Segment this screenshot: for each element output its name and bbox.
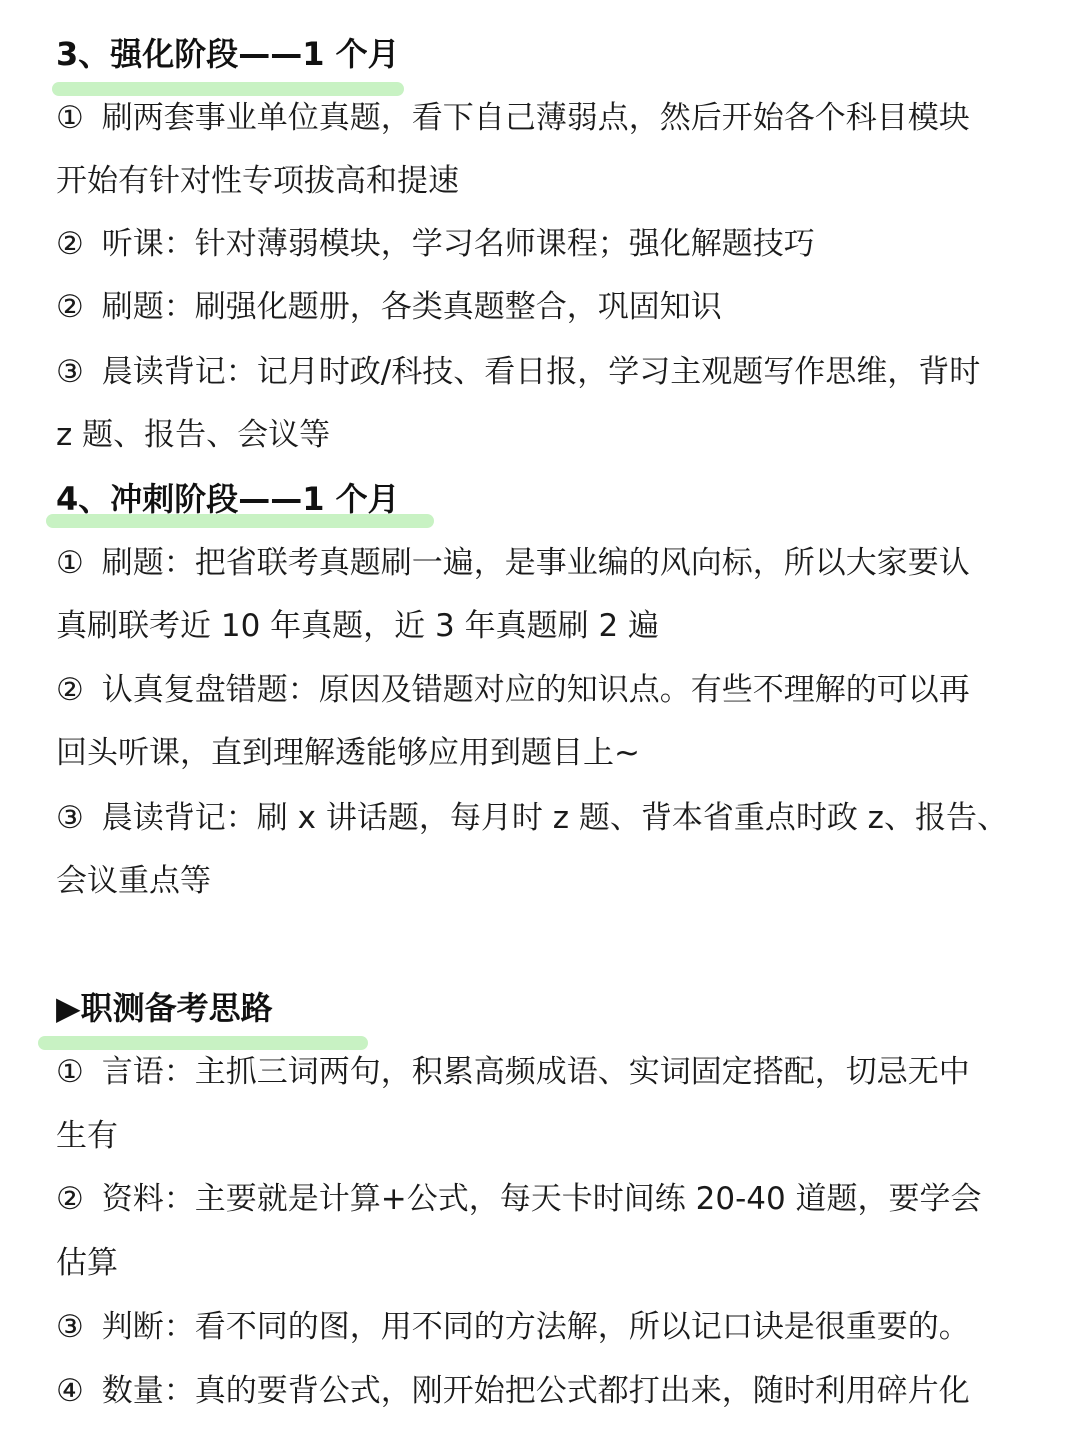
list-item	[56, 1114, 1036, 1158]
list-item-text: 晨读背记：刷 x 讲话题，每月时 z 题、背本省重点时政 z、报告、	[101, 800, 1008, 836]
list-item-text: 刷题：刷强化题册，各类真题整合，巩固知识	[101, 289, 722, 325]
section-heading-3	[56, 32, 400, 76]
section-heading-5	[56, 986, 273, 1030]
list-item-text: 回头听课，直到理解透能够应用到题目上~	[56, 735, 640, 771]
list-marker: ④	[56, 1373, 84, 1409]
list-item-text: z 题、报告、会议等	[56, 417, 331, 453]
list-item	[56, 859, 1036, 903]
heading-highlight	[52, 82, 404, 96]
list-item-text: 资料：主要就是计算+公式，每天卡时间练 20-40 道题，要学会	[101, 1181, 982, 1217]
list-marker: ①	[56, 545, 84, 581]
list-marker: ③	[56, 354, 84, 390]
list-item	[56, 731, 1036, 775]
list-marker: ②	[56, 1181, 84, 1217]
list-marker: ①	[56, 1054, 84, 1090]
list-marker: ①	[56, 100, 84, 136]
list-item	[56, 796, 1036, 840]
list-item	[56, 1050, 1036, 1094]
list-item	[56, 222, 1036, 266]
list-item	[56, 1369, 1036, 1413]
list-item	[56, 604, 1036, 648]
list-item-text: 认真复盘错题：原因及错题对应的知识点。有些不理解的可以再	[101, 672, 970, 708]
section-heading-4	[56, 477, 400, 521]
list-item-text: 会议重点等	[56, 863, 211, 899]
section-heading-3-text: 3、强化阶段——1 个月	[56, 35, 400, 73]
list-item	[56, 413, 1036, 457]
heading-highlight	[38, 1036, 368, 1050]
list-item-text: 晨读背记：记月时政/科技、看日报，学习主观题写作思维，背时	[101, 354, 981, 390]
list-item	[56, 541, 1036, 585]
list-marker: ②	[56, 226, 84, 262]
list-marker: ③	[56, 800, 84, 836]
list-item-text: 开始有针对性专项拔高和提速	[56, 163, 459, 199]
list-item	[56, 1177, 1036, 1221]
section-heading-5-text: ▶职测备考思路	[56, 989, 273, 1027]
list-item-text: 言语：主抓三词两句，积累高频成语、实词固定搭配，切忌无中	[101, 1054, 970, 1090]
list-item	[56, 159, 1036, 203]
list-item-text: 听课：针对薄弱模块，学习名师课程；强化解题技巧	[101, 226, 815, 262]
list-item-text: 判断：看不同的图，用不同的方法解，所以记口诀是很重要的。	[101, 1309, 970, 1345]
list-item	[56, 1305, 1036, 1349]
list-item	[56, 285, 1036, 329]
list-item-text: 生有	[56, 1118, 118, 1154]
list-item	[56, 1241, 1036, 1285]
list-item-text: 刷两套事业单位真题，看下自己薄弱点，然后开始各个科目模块	[101, 100, 970, 136]
list-item-text: 数量：真的要背公式，刚开始把公式都打出来，随时利用碎片化	[101, 1373, 970, 1409]
list-item	[56, 350, 1036, 394]
list-item-text: 估算	[56, 1245, 118, 1281]
list-item-text: 刷题：把省联考真题刷一遍，是事业编的风向标，所以大家要认	[101, 545, 970, 581]
list-marker: ②	[56, 289, 84, 325]
list-marker: ②	[56, 672, 84, 708]
list-marker: ③	[56, 1309, 84, 1345]
list-item	[56, 96, 1036, 140]
section-heading-4-text: 4、冲刺阶段——1 个月	[56, 480, 400, 518]
list-item	[56, 668, 1036, 712]
list-item-text: 真刷联考近 10 年真题，近 3 年真题刷 2 遍	[56, 608, 660, 644]
